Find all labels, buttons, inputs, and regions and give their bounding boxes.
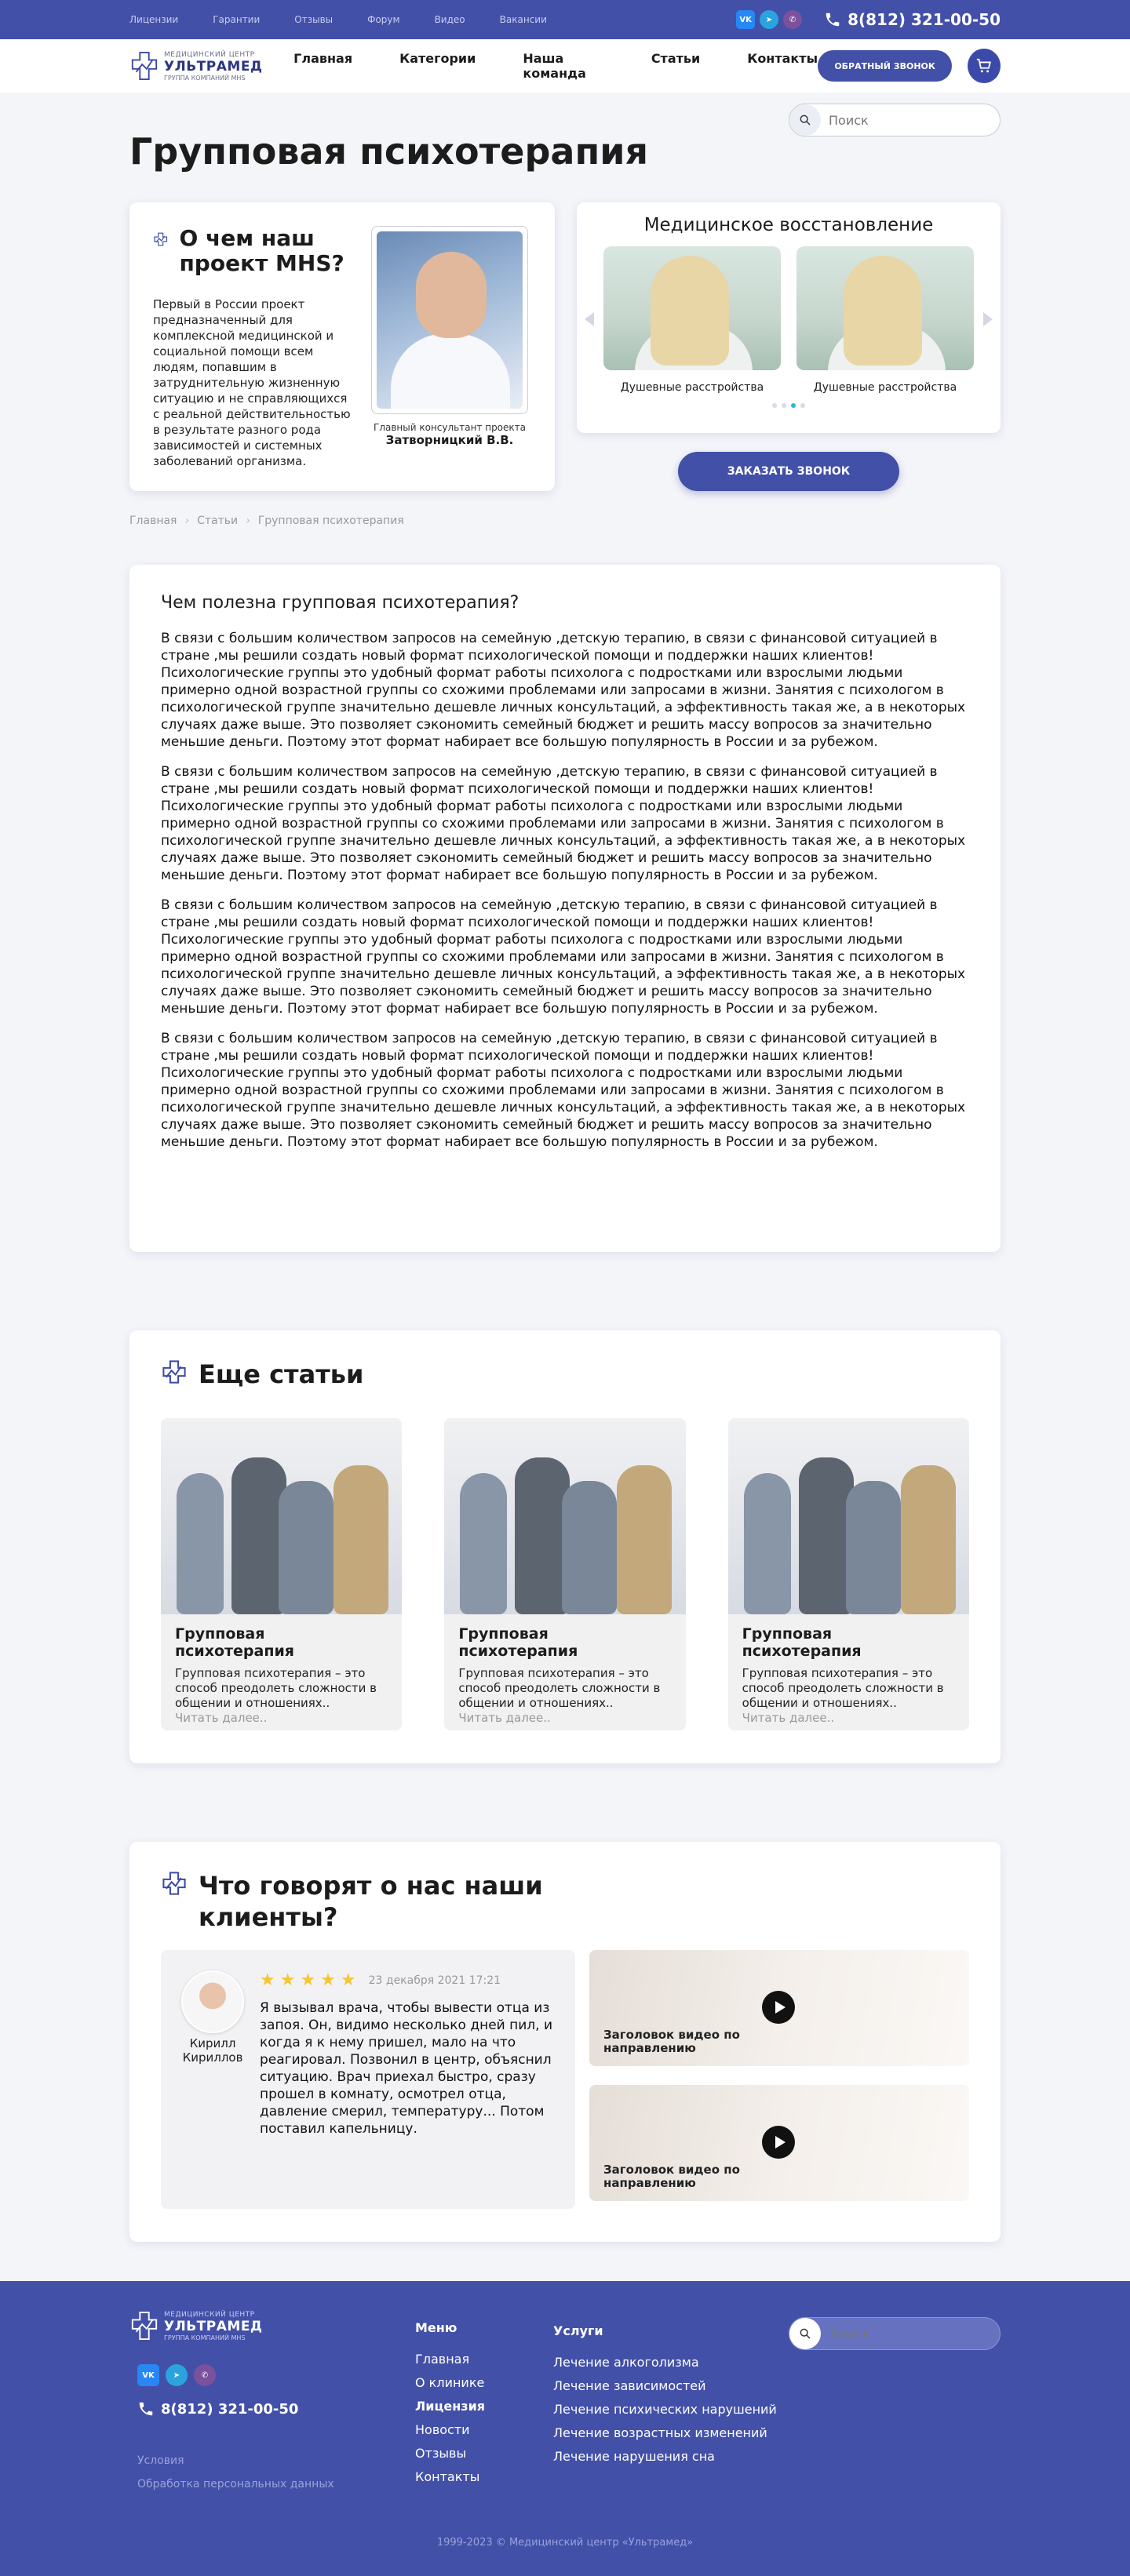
copyright: 1999-2023 © Медицинский центр «Ультрамед» bbox=[436, 2537, 694, 2549]
article-card-image bbox=[728, 1418, 969, 1614]
footer-menu-item[interactable]: Контакты bbox=[415, 2469, 480, 2484]
header bbox=[0, 39, 1130, 93]
logo-line1: МЕДИЦИНСКИЙ ЦЕНТР bbox=[164, 2310, 255, 2319]
article-card-desc: Групповая психотерапия – это способ преодолеть сложности в общении и отношениях.. bbox=[175, 1666, 377, 1710]
footer-menu-item[interactable]: Главная bbox=[415, 2352, 470, 2367]
article-card-image bbox=[444, 1418, 685, 1614]
play-icon[interactable] bbox=[762, 2126, 795, 2159]
article-card[interactable] bbox=[728, 1418, 969, 1730]
medical-cross-icon bbox=[161, 1870, 188, 1897]
breadcrumb-current: Групповая психотерапия bbox=[257, 515, 404, 527]
footer-menu-item[interactable]: Новости bbox=[415, 2422, 470, 2437]
nav-categories[interactable]: Категории bbox=[399, 51, 476, 66]
top-links bbox=[129, 14, 547, 25]
article-card-desc: Групповая психотерапия – это способ преодолеть сложности в общении и отношениях.. bbox=[458, 1666, 661, 1710]
doctor-photo-frame bbox=[371, 226, 528, 414]
article-paragraph: В связи с большим количеством запросов на семейную ,детскую терапию, в связи с финансовой ситуацией в стране ,мы решили создать новый формат психологической помощи и поддержки наших клиентов! Психологические группы это удобный формат работы психолога с подростками или взрослыми людьми примерно одной возрастной группы со схожими проблемами или запросами в жизни. Занятия с психологом в психологической группе значительно дешевле личных консультаций, а эффективность такая же, а в некоторых случаях даже выше. Это позволяет сэкономить семейный бюджет и решить массу вопросов за значительно меньшие деньги. Поэтому этот формат набирает все большую популярность в России и за рубежом. bbox=[161, 631, 966, 750]
logo-line3: ГРУППА КОМПАНИЙ MHS bbox=[164, 74, 246, 82]
about-text: Первый в России проект предназначенный для комплексной медицинской и социальной помощи всем людям, попавшим в затруднительную жизненную ситуацию и не справляющихся с реальной действительностью в результате разного рода зависимостей и системных заболеваний организма. bbox=[153, 297, 351, 468]
play-icon[interactable] bbox=[762, 1991, 795, 2024]
footer-menu-item[interactable]: О клинике bbox=[415, 2375, 485, 2390]
video-title: Заголовок видео по направлению bbox=[603, 2028, 740, 2055]
telegram-icon[interactable]: ➤ bbox=[760, 10, 778, 29]
breadcrumb-home[interactable]: Главная bbox=[129, 515, 177, 527]
carousel-caption: Душевные расстройства bbox=[813, 381, 957, 394]
footer-menu-title: Меню bbox=[415, 2320, 457, 2335]
about-project-card bbox=[129, 202, 555, 491]
footer-service-item[interactable]: Лечение зависимостей bbox=[553, 2378, 706, 2393]
logo[interactable] bbox=[129, 49, 293, 82]
top-link-reviews[interactable]: Отзывы bbox=[294, 14, 334, 25]
viber-icon[interactable]: ✆ bbox=[194, 2364, 216, 2386]
carousel-prev-icon[interactable] bbox=[585, 312, 594, 326]
footer bbox=[0, 2281, 1130, 2576]
search-icon[interactable] bbox=[789, 2318, 821, 2349]
more-articles-title: Еще статьи bbox=[199, 1359, 364, 1389]
footer-service-item[interactable]: Лечение нарушения сна bbox=[553, 2449, 715, 2464]
article-card-image bbox=[161, 1418, 402, 1614]
logo-line1: МЕДИЦИНСКИЙ ЦЕНТР bbox=[164, 50, 255, 59]
about-title: О чем наш проект MHS? bbox=[179, 225, 344, 276]
top-bar bbox=[0, 0, 1130, 39]
cart-button[interactable] bbox=[968, 49, 1001, 83]
article-card-title[interactable]: Групповая психотерапия bbox=[742, 1625, 862, 1660]
cart-icon bbox=[975, 57, 993, 75]
footer-phone-number: 8(812) 321-00-50 bbox=[161, 2400, 299, 2418]
nav-team[interactable]: Наша команда bbox=[523, 51, 586, 81]
footer-service-item[interactable]: Лечение возрастных изменений bbox=[553, 2425, 767, 2440]
review-card bbox=[161, 1950, 575, 2209]
chevron-right-icon: › bbox=[246, 515, 250, 527]
video-title: Заголовок видео по направлению bbox=[603, 2163, 740, 2190]
logo-cross-icon bbox=[129, 2309, 159, 2342]
reviews-title: Что говорят о нас наши клиенты? bbox=[199, 1871, 543, 1932]
recovery-carousel bbox=[577, 202, 1001, 433]
carousel-image bbox=[603, 246, 781, 370]
logo-line3: ГРУППА КОМПАНИЙ MHS bbox=[164, 2334, 246, 2341]
nav-home[interactable]: Главная bbox=[293, 51, 353, 66]
breadcrumb bbox=[129, 515, 1001, 527]
carousel-next-icon[interactable] bbox=[983, 312, 993, 326]
article-paragraph: В связи с большим количеством запросов на семейную ,детскую терапию, в связи с финансовой ситуацией в стране ,мы решили создать новый формат психологической помощи и поддержки наших клиентов! Психологические группы это удобный формат работы психолога с подростками или взрослыми людьми примерно одной возрастной группы со схожими проблемами или запросами в жизни. Занятия с психологом в психологической группе значительно дешевле личных консультаций, а эффективность такая же, а в некоторых случаях даже выше. Это позволяет сэкономить семейный бюджет и решить массу вопросов за значительно меньшие деньги. Поэтому этот формат набирает все большую популярность в России и за рубежом. bbox=[161, 897, 966, 1017]
search-box bbox=[789, 104, 1001, 136]
footer-search-input[interactable] bbox=[830, 2327, 987, 2341]
footer-menu-item[interactable]: Отзывы bbox=[415, 2446, 467, 2461]
video-card[interactable] bbox=[589, 1950, 969, 2066]
vk-icon[interactable]: VK bbox=[736, 10, 755, 29]
video-card[interactable] bbox=[589, 2085, 969, 2201]
article-card[interactable] bbox=[444, 1418, 685, 1730]
nav-articles[interactable]: Статьи bbox=[651, 51, 701, 66]
logo-line2: УЛЬТРАМЕД bbox=[164, 58, 263, 75]
carousel-dot[interactable] bbox=[800, 403, 805, 408]
doctor-name: Затворницкий В.В. bbox=[385, 433, 514, 447]
footer-menu-item-active[interactable]: Лицензия bbox=[415, 2399, 486, 2414]
carousel-item[interactable] bbox=[603, 246, 781, 394]
top-link-guarantees[interactable]: Гарантии bbox=[213, 14, 261, 25]
article-paragraph: В связи с большим количеством запросов на семейную ,детскую терапию, в связи с финансовой ситуацией в стране ,мы решили создать новый формат психологической помощи и поддержки наших клиентов! Психологические группы это удобный формат работы психолога с подростками или взрослыми людьми примерно одной возрастной группы со схожими проблемами или запросами в жизни. Занятия с психологом в психологической группе значительно дешевле личных консультаций, а эффективность такая же, а в некоторых случаях даже выше. Это позволяет сэкономить семейный бюджет и решить массу вопросов за значительно меньшие деньги. Поэтому этот формат набирает все большую популярность в России и за рубежом. bbox=[161, 1031, 966, 1150]
top-link-licenses[interactable]: Лицензии bbox=[129, 14, 179, 25]
article-body bbox=[129, 565, 1001, 1252]
viber-icon[interactable]: ✆ bbox=[783, 10, 802, 29]
breadcrumb-articles[interactable]: Статьи bbox=[197, 515, 239, 527]
chevron-right-icon: › bbox=[184, 515, 190, 527]
page-title: Групповая психотерапия bbox=[129, 130, 649, 173]
rating-stars-icon: ★★★★★ bbox=[260, 1970, 361, 1990]
footer-phone[interactable] bbox=[137, 2400, 298, 2418]
privacy-link[interactable]: Обработка персональных данных bbox=[137, 2478, 334, 2490]
footer-services-title: Услуги bbox=[553, 2323, 603, 2338]
main-nav bbox=[293, 51, 818, 81]
doctor-role: Главный консультант проекта bbox=[374, 422, 526, 433]
carousel-image bbox=[796, 246, 974, 370]
footer-search-box bbox=[789, 2317, 1001, 2350]
carousel-dot[interactable] bbox=[772, 403, 777, 408]
article-card[interactable] bbox=[161, 1418, 402, 1730]
avatar bbox=[181, 1970, 244, 2033]
callback-button[interactable]: ОБРАТНЫЙ ЗВОНОК bbox=[818, 50, 952, 82]
carousel-dots bbox=[577, 403, 1001, 408]
medical-cross-icon bbox=[161, 1359, 188, 1385]
search-icon[interactable] bbox=[789, 104, 821, 136]
footer-service-item[interactable]: Лечение алкоголизма bbox=[553, 2355, 699, 2370]
article-paragraph: В связи с большим количеством запросов на семейную ,детскую терапию, в связи с финансовой ситуацией в стране ,мы решили создать новый формат психологической помощи и поддержки наших клиентов! Психологические группы это удобный формат работы психолога с подростками или взрослыми людьми примерно одной возрастной группы со схожими проблемами или запросами в жизни. Занятия с психологом в психологической группе значительно дешевле личных консультаций, а эффективность такая же, а в некоторых случаях даже выше. Это позволяет сэкономить семейный бюджет и решить массу вопросов за значительно меньшие деньги. Поэтому этот формат набирает все большую популярность в России и за рубежом. bbox=[161, 764, 966, 883]
carousel-caption: Душевные расстройства bbox=[620, 381, 764, 394]
order-call-button[interactable]: ЗАКАЗАТЬ ЗВОНОК bbox=[678, 452, 899, 491]
logo-line2: УЛЬТРАМЕД bbox=[164, 2318, 263, 2334]
read-more-link[interactable]: Читать далее.. bbox=[175, 1711, 268, 1725]
article-card-title[interactable]: Групповая психотерапия bbox=[458, 1625, 578, 1660]
medical-cross-icon bbox=[153, 226, 168, 253]
top-link-vacancies[interactable]: Вакансии bbox=[499, 14, 547, 25]
read-more-link[interactable]: Читать далее.. bbox=[458, 1711, 551, 1725]
article-card-desc: Групповая психотерапия – это способ преодолеть сложности в общении и отношениях.. bbox=[742, 1666, 944, 1710]
footer-menu bbox=[415, 2320, 485, 2489]
recovery-title: Медицинское восстановление bbox=[643, 215, 934, 235]
article-heading: Чем полезна групповая психотерапия? bbox=[161, 593, 519, 613]
vk-icon[interactable]: VK bbox=[137, 2364, 159, 2386]
search-input[interactable] bbox=[829, 113, 986, 128]
footer-service-item[interactable]: Лечение психических нарушений bbox=[553, 2402, 777, 2417]
read-more-link[interactable]: Читать далее.. bbox=[742, 1711, 835, 1725]
review-text: Я вызывал врача, чтобы вывести отца из запоя. Он, видимо несколько дней пил, и когда я к нему пришел, мало на что реагировал. Позвонил в центр, объяснил ситуацию. Врач приехал быстро, сразу прошел в комнату, осмотрел отца, давление смерил, температуру... Потом поставил капельницу. bbox=[260, 2000, 553, 2137]
footer-services bbox=[553, 2323, 777, 2469]
doctor-photo bbox=[377, 231, 523, 409]
top-link-forum[interactable]: Форум bbox=[367, 14, 400, 25]
telegram-icon[interactable]: ➤ bbox=[166, 2364, 188, 2386]
header-phone-number: 8(812) 321-00-50 bbox=[848, 10, 1001, 29]
top-link-video[interactable]: Видео bbox=[434, 14, 465, 25]
article-card-title[interactable]: Групповая психотерапия bbox=[175, 1625, 294, 1660]
more-articles-section bbox=[129, 1330, 1001, 1763]
phone-icon bbox=[824, 11, 841, 28]
phone-icon bbox=[137, 2400, 155, 2418]
footer-logo[interactable] bbox=[129, 2309, 263, 2342]
reviewer-name: Кирилл Кириллов bbox=[182, 2036, 243, 2065]
reviews-section bbox=[129, 1842, 1001, 2242]
header-phone[interactable] bbox=[824, 10, 1001, 29]
logo-cross-icon bbox=[129, 49, 159, 82]
carousel-item[interactable] bbox=[796, 246, 974, 394]
carousel-dot[interactable] bbox=[782, 403, 786, 408]
review-date: 23 декабря 2021 17:21 bbox=[368, 1974, 501, 1987]
carousel-dot-active[interactable] bbox=[791, 403, 796, 408]
terms-link[interactable]: Условия bbox=[137, 2454, 184, 2467]
nav-contacts[interactable]: Контакты bbox=[747, 51, 818, 66]
